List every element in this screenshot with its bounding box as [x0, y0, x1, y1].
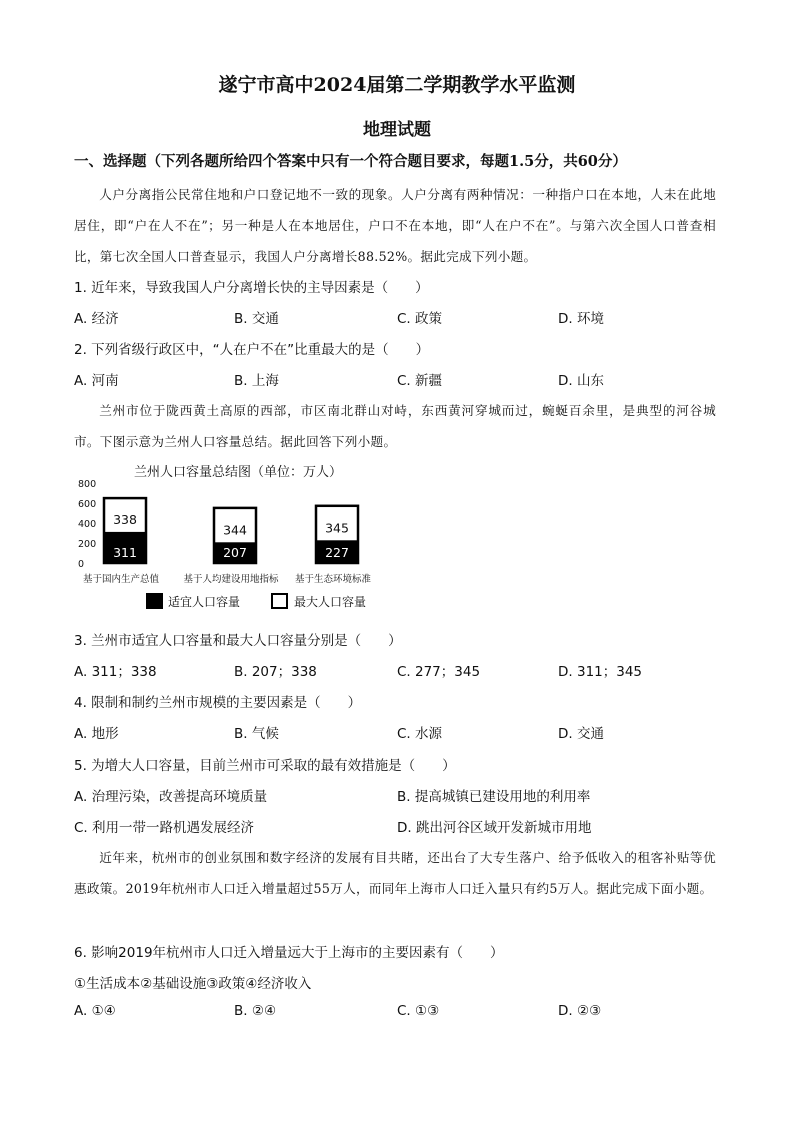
question-2-option-d[interactable]: D. 山东: [558, 373, 604, 389]
y-tick-label: 400: [78, 519, 97, 530]
legend-swatch-suitable: [146, 593, 163, 609]
chart-title: 兰州人口容量总结图（单位：万人）: [134, 465, 343, 480]
category-label: 基于生态环境标准: [294, 574, 372, 585]
question-4-stem: 4. 限制和制约兰州市规模的主要因素是（ ）: [74, 695, 362, 711]
question-5-option-c[interactable]: C. 利用一带一路机遇发展经济: [74, 820, 255, 836]
question-4-option-a[interactable]: A. 地形: [74, 726, 119, 742]
question-2-option-b[interactable]: B. 上海: [234, 373, 279, 389]
section-heading: 一、选择题（下列各题所给四个答案中只有一个符合题目要求，每题1.5分，共60分）: [74, 153, 627, 170]
passage-1: 人户分离指公民常住地和户口登记地不一致的现象。人户分离有两种情况：一种指户口在本地，人未在此地居住，即“户在人不在”；另一种是人在本地居住，户口不在本地，即“人在户不在”。与第六次全国人口普查相比，第七次全国人口普查显示，我国人户分离增长88.52%。据此完成下列小题。: [74, 187, 716, 264]
question-1-option-d[interactable]: D. 环境: [558, 311, 604, 327]
category-label: 基于国内生产总值: [82, 574, 160, 585]
exam-title: 遂宁市高中2024届第二学期教学水平监测: [218, 74, 576, 96]
bar-suitable-value-label: 227: [325, 545, 349, 560]
question-5-stem: 5. 为增大人口容量，目前兰州市可采取的最有效措施是（ ）: [74, 758, 456, 774]
question-6-factors: ①生活成本②基础设施③政策④经济收入: [74, 976, 312, 992]
question-2-option-a[interactable]: A. 河南: [74, 373, 119, 389]
question-6-option-a[interactable]: A. ①④: [74, 1003, 116, 1019]
category-label: 基于人均建设用地指标: [183, 574, 279, 585]
passage-3: 近年来，杭州市的创业氛围和数字经济的发展有目共睹，还出台了大专生落户、给予低收入的租客补贴等优惠政策。2019年杭州市人口迁入增量超过55万人，而同年上海市人口迁入量只有约5万人。据此完成下面小题。: [74, 850, 716, 896]
question-6-option-d[interactable]: D. ②③: [558, 1003, 602, 1019]
question-6-option-c[interactable]: C. ①③: [397, 1003, 440, 1019]
question-1-option-b[interactable]: B. 交通: [234, 311, 279, 327]
population-capacity-chart: [72, 458, 432, 618]
question-3-option-a[interactable]: A. 311；338: [74, 664, 157, 680]
legend-label-max: 最大人口容量: [294, 595, 367, 609]
chart-svg: [72, 458, 432, 618]
question-1-option-a[interactable]: A. 经济: [74, 311, 119, 327]
bar-suitable-value-label: 207: [223, 545, 247, 560]
question-3-option-c[interactable]: C. 277；345: [397, 664, 481, 680]
question-6-option-b[interactable]: B. ②④: [234, 1003, 277, 1019]
bar-max-value-label: 345: [325, 520, 349, 536]
y-tick-label: 600: [78, 499, 97, 510]
question-5-option-a[interactable]: A. 治理污染，改善提高环境质量: [74, 789, 268, 805]
bar-max-value-label: 338: [113, 511, 137, 527]
question-5-option-d[interactable]: D. 跳出河谷区域开发新城市用地: [397, 820, 592, 836]
y-tick-label: 0: [78, 559, 85, 570]
question-1-option-c[interactable]: C. 政策: [397, 311, 443, 327]
question-1-stem: 1. 近年来，导致我国人户分离增长快的主导因素是（ ）: [74, 280, 429, 296]
passage-2: 兰州市位于陇西黄土高原的西部，市区南北群山对峙，东西黄河穿城而过，蜿蜒百余里，是典型的河谷城市。下图示意为兰州人口容量总结。据此回答下列小题。: [74, 403, 716, 449]
legend-label-suitable: 适宜人口容量: [168, 595, 241, 609]
question-4-option-b[interactable]: B. 气候: [234, 726, 279, 742]
question-6-stem: 6. 影响2019年杭州市人口迁入增量远大于上海市的主要因素有（ ）: [74, 945, 504, 961]
question-3-option-d[interactable]: D. 311；345: [558, 664, 643, 680]
question-4-option-d[interactable]: D. 交通: [558, 726, 604, 742]
question-3-option-b[interactable]: B. 207；338: [234, 664, 317, 680]
question-2-option-c[interactable]: C. 新疆: [397, 373, 443, 389]
bar-suitable-value-label: 311: [113, 545, 137, 560]
y-tick-label: 800: [78, 479, 97, 490]
question-3-stem: 3. 兰州市适宜人口容量和最大人口容量分别是（ ）: [74, 633, 402, 649]
y-tick-label: 200: [78, 539, 97, 550]
question-5-option-b[interactable]: B. 提高城镇已建设用地的利用率: [397, 789, 591, 805]
bar-max-value-label: 344: [223, 522, 247, 538]
subject-title: 地理试题: [363, 120, 431, 140]
legend-swatch-max: [272, 594, 287, 608]
question-2-stem: 2. 下列省级行政区中，“人在户不在”比重最大的是（ ）: [74, 342, 430, 358]
question-4-option-c[interactable]: C. 水源: [397, 726, 443, 742]
